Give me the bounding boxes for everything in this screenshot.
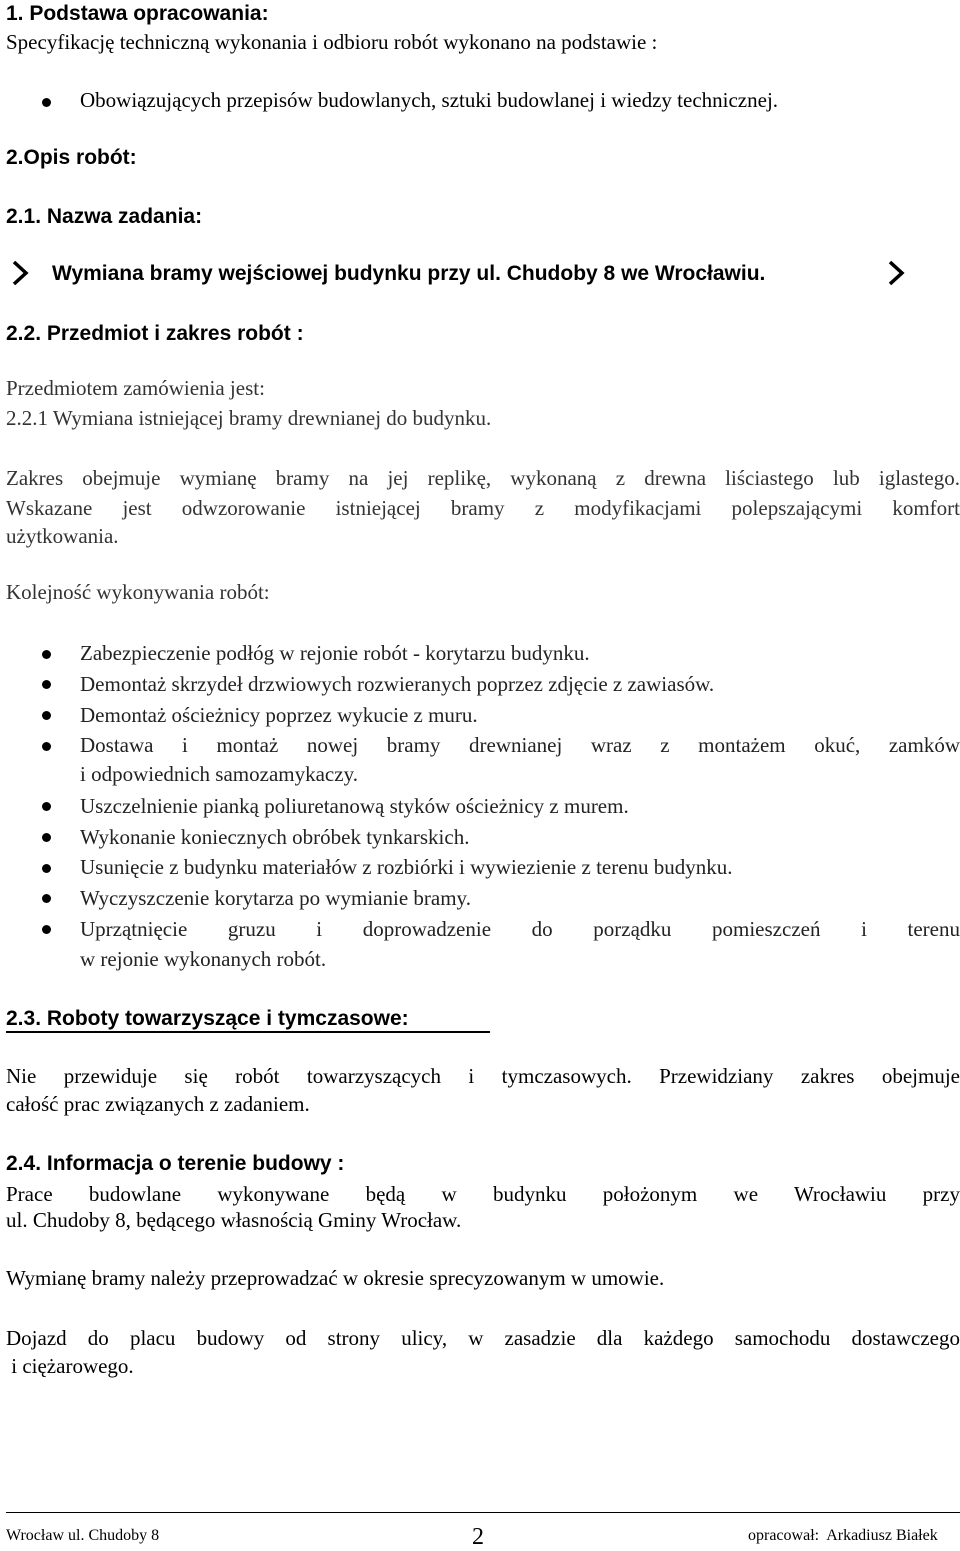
- order-item: Dostawa i montaż nowej bramy drewnianej wraz z montażem okuć, zamków: [80, 733, 960, 757]
- section-2-heading: 2.Opis robót:: [6, 146, 137, 169]
- arrow-bullet-icon: [8, 258, 34, 288]
- section-2-3-heading: 2.3. Roboty towarzyszące i tymczasowe:: [6, 1007, 409, 1030]
- section-1-heading: 1. Podstawa opracowania:: [6, 2, 269, 25]
- order-item: Demontaż skrzydeł drzwiowych rozwieranych poprzez zdjęcie z zawiasów.: [80, 672, 715, 696]
- arrow-bullet-icon: [884, 258, 910, 288]
- bullet-icon: [42, 802, 51, 811]
- section-2-3-line-2: całość prac związanych z zadaniem.: [6, 1092, 310, 1116]
- bullet-icon: [42, 98, 51, 107]
- bullet-icon: [42, 925, 51, 934]
- footer-left: Wrocław ul. Chudoby 8: [6, 1527, 160, 1544]
- section-2-3-line-1: Nie przewiduje się robót towarzyszących i tymczasowych. Przewidziany zakres obejmuje: [6, 1064, 960, 1088]
- bullet-icon: [42, 711, 51, 720]
- heading-underline: [6, 1031, 490, 1033]
- footer-right: opracował: Arkadiusz Białek: [748, 1527, 938, 1544]
- order-item: Demontaż ościeżnicy poprzez wykucie z muru.: [80, 703, 478, 727]
- scope-line-2: Wskazane jest odwzorowanie istniejącej bramy z modyfikacjami polepszającymi komfort: [6, 496, 960, 520]
- footer-rule: [6, 1512, 960, 1513]
- section-1-bullet: Obowiązujących przepisów budowlanych, sztuki budowlanej i wiedzy technicznej.: [80, 88, 779, 112]
- order-item-continuation: w rejonie wykonanych robót.: [80, 947, 327, 971]
- section-2-4-heading: 2.4. Informacja o terenie budowy :: [6, 1152, 345, 1175]
- section-2-4-line-2: ul. Chudoby 8, będącego własnością Gminy Wrocław.: [6, 1208, 462, 1232]
- order-heading: Kolejność wykonywania robót:: [6, 580, 270, 604]
- section-1-intro: Specyfikację techniczną wykonania i odbioru robót wykonano na podstawie :: [6, 30, 658, 54]
- section-2-1-heading: 2.1. Nazwa zadania:: [6, 205, 203, 228]
- order-item: Wykonanie koniecznych obróbek tynkarskich.: [80, 825, 470, 849]
- order-item-continuation: i odpowiednich samozamykaczy.: [80, 762, 358, 786]
- subject-intro: Przedmiotem zamówienia jest:: [6, 376, 265, 400]
- bullet-icon: [42, 650, 51, 659]
- order-item: Uszczelnienie pianką poliuretanową styków ościeżnicy z murem.: [80, 794, 629, 818]
- section-2-4-line-1: Prace budowlane wykonywane będą w budynku położonym we Wrocławiu przy: [6, 1182, 960, 1206]
- task-name: Wymiana bramy wejściowej budynku przy ul. Chudoby 8 we Wrocławiu.: [52, 262, 766, 285]
- section-2-2-heading: 2.2. Przedmiot i zakres robót :: [6, 322, 304, 345]
- order-item: Wyczyszczenie korytarza po wymianie bramy.: [80, 886, 471, 910]
- bullet-icon: [42, 833, 51, 842]
- order-item: Zabezpieczenie podłóg w rejonie robót - korytarzu budynku.: [80, 641, 590, 665]
- order-item: Uprzątnięcie gruzu i doprowadzenie do porządku pomieszczeń i terenu: [80, 917, 960, 941]
- section-2-4-line-4: Dojazd do placu budowy od strony ulicy, w zasadzie dla każdego samochodu dostawczego: [6, 1326, 960, 1350]
- bullet-icon: [42, 742, 51, 751]
- bullet-icon: [42, 680, 51, 689]
- order-item: Usunięcie z budynku materiałów z rozbiórki i wywiezienie z terenu budynku.: [80, 855, 733, 879]
- bullet-icon: [42, 864, 51, 873]
- bullet-icon: [42, 894, 51, 903]
- scope-line-3: użytkowania.: [6, 524, 119, 548]
- scope-line-1: Zakres obejmuje wymianę bramy na jej replikę, wykonaną z drewna liściastego lub iglastego.: [6, 466, 960, 490]
- page-number: 2: [472, 1524, 484, 1550]
- section-2-4-line-3: Wymianę bramy należy przeprowadzać w okresie sprecyzowanym w umowie.: [6, 1266, 665, 1290]
- section-2-4-line-5: i ciężarowego.: [6, 1354, 134, 1378]
- subject-item: 2.2.1 Wymiana istniejącej bramy drewnianej do budynku.: [6, 406, 492, 430]
